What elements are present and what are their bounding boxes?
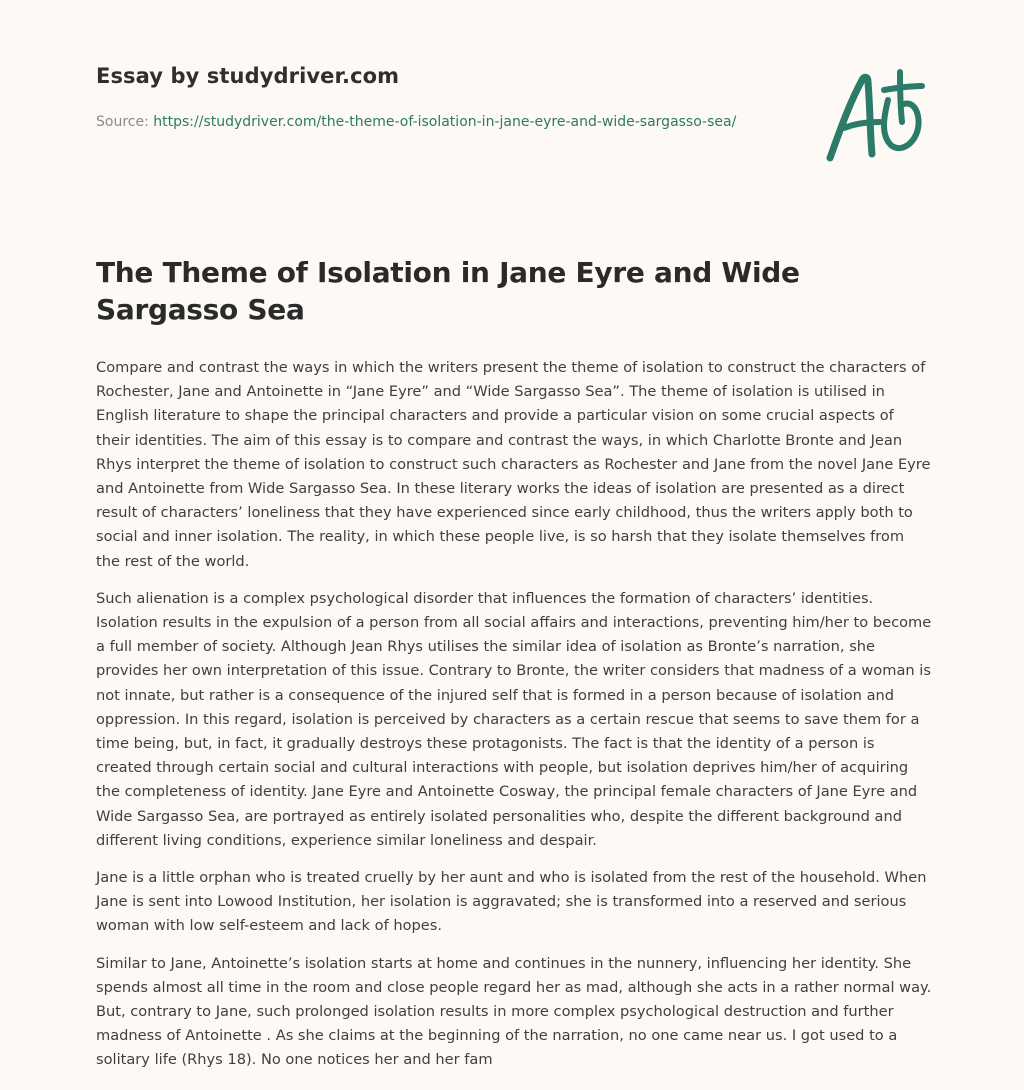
essay-title: The Theme of Isolation in Jane Eyre and Wide Sargasso Sea (96, 256, 800, 326)
paragraph: Jane is a little orphan who is treated cruelly by her aunt and who is isolated from the rest of the household. When Jane is sent into Lowood Institution, her isolation is aggravated; she is transformed into a reserved and serious woman with low self-esteem and lack of hopes. (96, 869, 927, 935)
paragraph: Similar to Jane, Antoinette’s isolation starts at home and continues in the nunnery, influencing her identity. She spends almost all time in the room and close people regard her as mad, although she acts in a rather normal way. But, contrary to Jane, such prolonged isolation results in more complex psychological destruction and further madness of Antoinette . As she claims at the beginning of the narration, no one came near us. I got used to a solitary life (Rhys 18). No one notices her and her fam (96, 954, 932, 1069)
paragraph: Such alienation is a complex psychological disorder that influences the formation of characters’ identities. Isolation results in the expulsion of a person from all social affairs and interactions, preventing him/her to become a full member of society. Although Jean Rhys utilises the similar idea of isolation as Bronte’s narration, she provides her own interpretation of this issue. Contrary to Bronte, the writer considers that madness of a woman is not innate, but rather is a consequence of the injured self that is formed in a person because of isolation and oppression. In this regard, isolation is perceived by characters as a certain rescue that seems to save them for a time being, but, in fact, it gradually destroys these protagonists. The fact is that the identity of a person is created through certain social and cultural interactions with people, but isolation deprives him/her of acquiring the completeness of identity. Jane Eyre and Antoinette Cosway, the principal female characters of Jane Eyre and Wide Sargasso Sea, are portrayed as entirely isolated personalities who, despite the different background and different living conditions, experience similar loneliness and despair. (96, 589, 932, 849)
site-title: Essay by studydriver.com (96, 64, 400, 88)
source-link[interactable]: https://studydriver.com/the-theme-of-isolation-in-jane-eyre-and-wide-sargasso-sea/ (153, 114, 737, 130)
paragraph: Compare and contrast the ways in which the writers present the theme of isolation to construct the characters of Rochester, Jane and Antoinette in “Jane Eyre” and “Wide Sargasso Sea”. The theme of isolation is utilised in English literature to shape the principal characters and provide a particular vision on some crucial aspects of their identities. The aim of this essay is to compare and contrast the ways, in which Charlotte Bronte and Jean Rhys interpret the theme of isolation to construct such characters as Rochester and Jane from the novel Jane Eyre and Antoinette from Wide Sargasso Sea. In these literary works the ideas of isolation are presented as a direct result of characters’ loneliness that they have experienced since early childhood, thus the writers apply both to social and inner isolation. The reality, in which these people live, is so harsh that they isolate themselves from the rest of the world. (96, 359, 931, 570)
a-plus-logo (818, 66, 930, 166)
source-label: Source: (96, 114, 149, 130)
source-line (96, 110, 776, 134)
essay-header (96, 64, 776, 134)
essay-body (96, 356, 932, 1086)
